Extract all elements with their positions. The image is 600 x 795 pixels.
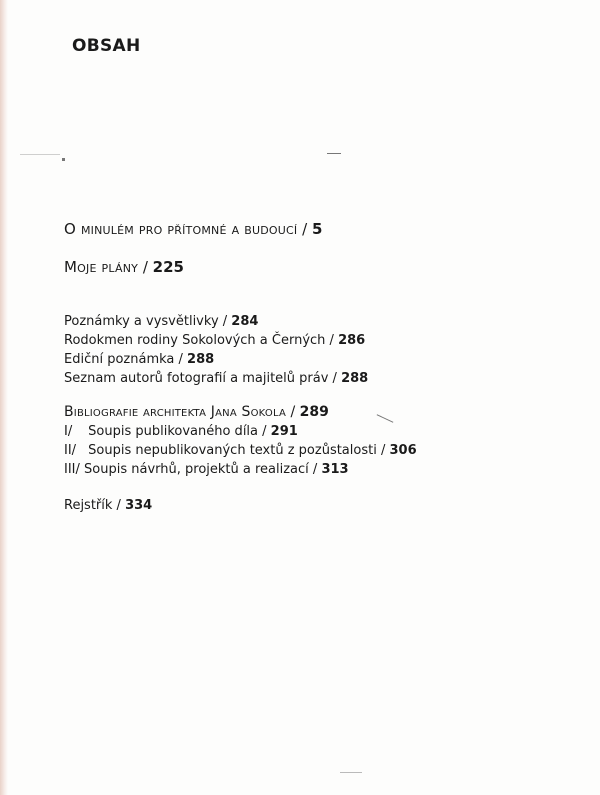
toc-entry-rejstrik[interactable] (64, 496, 152, 515)
toc-page-number: 291 (270, 424, 298, 439)
main-sections (64, 220, 322, 276)
toc-entry-poznamky[interactable] (64, 312, 368, 331)
toc-separator: / (286, 404, 300, 420)
toc-item-prefix: I/ (64, 424, 73, 439)
toc-entry-title: Soupis návrhů, projektů a realizací (84, 462, 309, 477)
toc-page-number: 313 (321, 462, 349, 477)
toc-page-number: 334 (125, 498, 153, 513)
toc-separator: / (174, 352, 188, 367)
toc-page-number: 306 (389, 443, 417, 458)
toc-entry-title: Ediční poznámka (64, 352, 175, 367)
toc-page-number: 288 (341, 371, 369, 386)
toc-entry-soupis-nepublikovanych[interactable] (64, 441, 417, 460)
toc-separator: / (376, 443, 390, 458)
toc-entry-title: Poznámky a vysvětlivky (64, 314, 219, 329)
toc-separator: / (112, 498, 126, 513)
toc-entry-title: Moje plány (64, 258, 139, 276)
toc-separator: / (218, 314, 232, 329)
scan-speck (340, 772, 362, 773)
toc-entry-o-minulem[interactable] (64, 220, 322, 258)
toc-separator: / (308, 462, 322, 477)
toc-page-number: 286 (338, 333, 366, 348)
scan-speck (327, 153, 341, 154)
toc-entry-moje-plany[interactable] (64, 258, 322, 276)
toc-entry-rodokmen[interactable] (64, 331, 368, 350)
toc-entry-title: Soupis publikovaného díla (88, 424, 259, 439)
apparatus-list (64, 312, 368, 388)
toc-item-prefix: III/ (64, 462, 80, 477)
toc-entry-title: Soupis nepublikovaných textů z pozůstalosti (88, 443, 377, 458)
toc-separator: / (328, 371, 342, 386)
toc-page-number: 5 (311, 220, 323, 238)
toc-item-prefix: II/ (64, 443, 77, 458)
toc-separator: / (138, 258, 153, 276)
scan-speck (62, 158, 65, 161)
toc-entry-title: Rejstřík (64, 498, 113, 513)
toc-separator: / (258, 424, 271, 439)
toc-page-number: 289 (299, 404, 329, 420)
page-edge-shadow (0, 0, 8, 795)
toc-entry-soupis-publikovaneho[interactable] (64, 422, 417, 441)
toc-entry-title: Seznam autorů fotografií a majitelů práv (64, 371, 329, 386)
index-list (64, 496, 152, 515)
bibliography-list (64, 403, 417, 479)
toc-entry-title: Bibliografie architekta Jana Sokola (64, 404, 287, 420)
toc-page-number: 288 (187, 352, 215, 367)
page-title: OBSAH (72, 36, 141, 56)
toc-entry-title: Rodokmen rodiny Sokolových a Černých (64, 333, 326, 348)
toc-entry-seznam-autoru[interactable] (64, 369, 368, 388)
toc-entry-bibliografie[interactable] (64, 403, 417, 422)
toc-separator: / (325, 333, 339, 348)
toc-entry-soupis-navrhu[interactable] (64, 460, 417, 479)
toc-entry-title: O minulém pro přítomné a budoucí (64, 220, 298, 238)
toc-page-number: 225 (152, 258, 184, 276)
toc-entry-edicni-poznamka[interactable] (64, 350, 368, 369)
scan-speck (20, 154, 60, 155)
toc-separator: / (297, 220, 312, 238)
toc-page-number: 284 (231, 314, 259, 329)
